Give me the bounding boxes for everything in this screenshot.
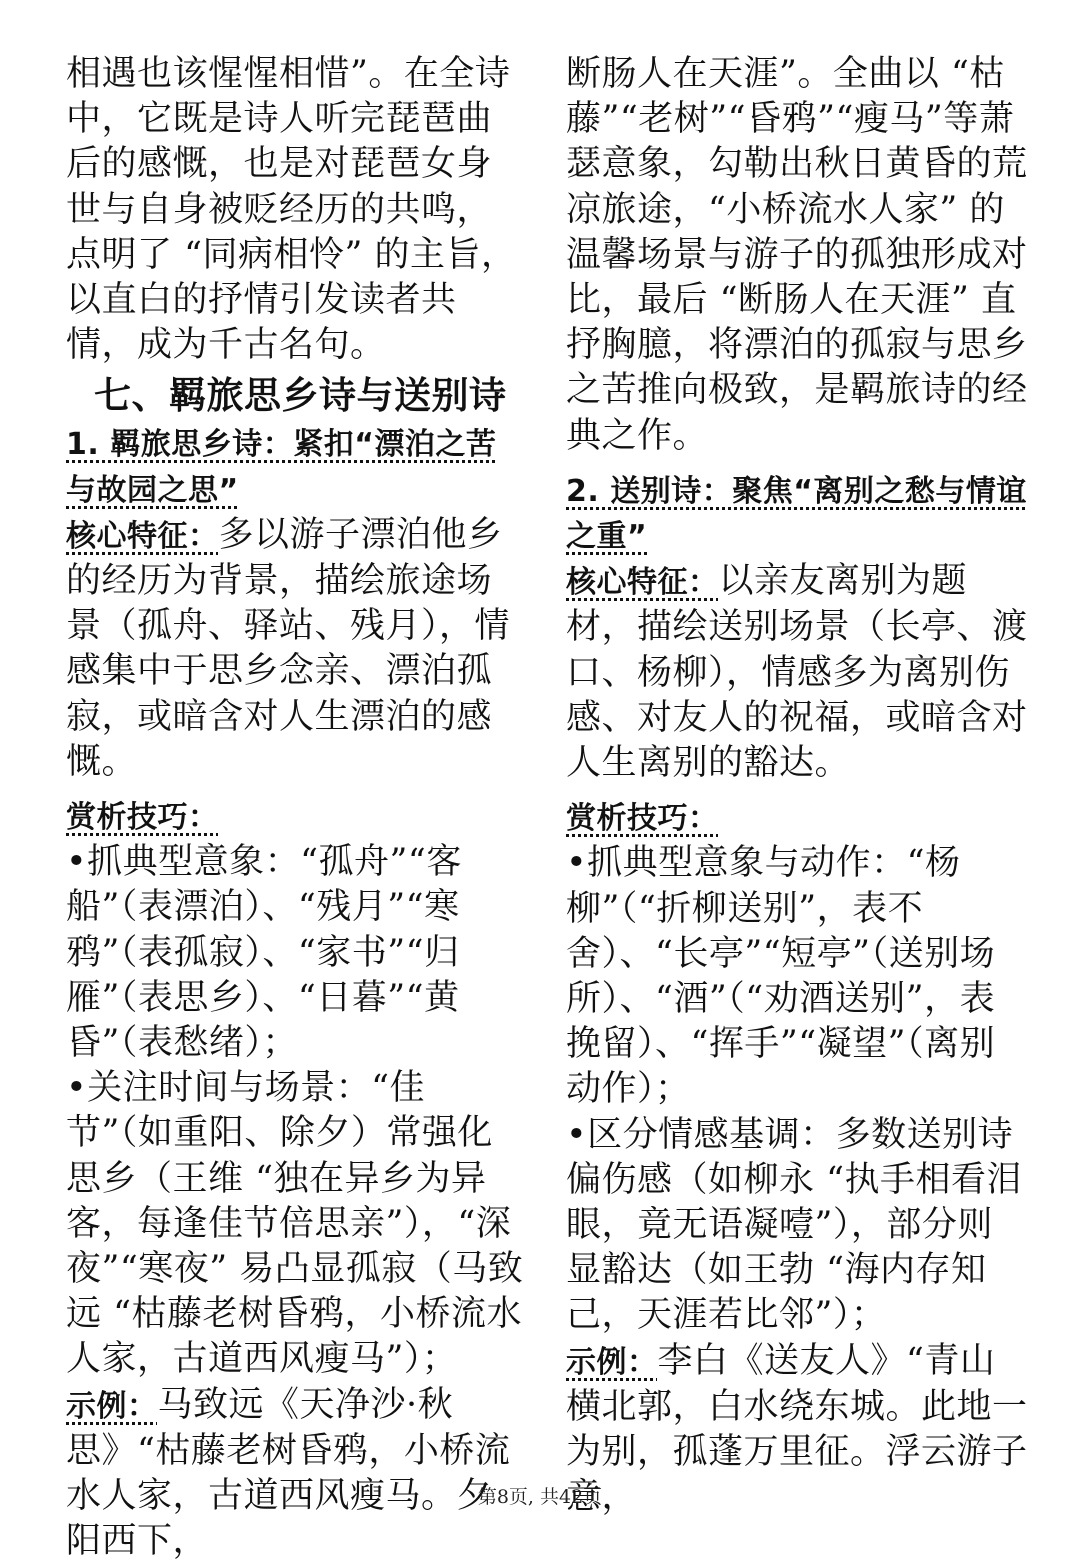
right-column (566, 52, 1028, 1521)
core-feature-label: 核心特征： (66, 518, 219, 554)
core-feature-label: 核心特征： (566, 565, 719, 601)
page-number: 第8页, 共42页 (477, 1486, 603, 1508)
tip-item: •抓典型意象：“孤舟”“客船”（表漂泊）、“残月”“寒鸦”（表孤寂）、“家书”“归雁”（表思乡）、“日暮”“黄昏”（表愁绪）； (66, 842, 462, 1064)
tip-item: •抓典型意象与动作：“杨柳”（“折柳送别”，表不舍）、“长亭”“短亭”（送别场所）、“酒”（“劝酒送别”，表挽留）、“挥手”“凝望”（离别动作）； (566, 843, 996, 1110)
core-feature-paragraph (66, 513, 526, 785)
core-feature-paragraph (566, 559, 1028, 786)
example-paragraph (66, 1383, 526, 1565)
example-label: 示例： (66, 1388, 158, 1424)
example-label: 示例： (566, 1344, 658, 1380)
section-title: 七、羁旅思乡诗与送别诗 (94, 374, 507, 418)
tip-item: •区分情感基调：多数送别诗偏伤感（如柳永 “执手相看泪眼，竟无语凝噎”），部分则显豁达（如王勃 “海内存知己，天涯若比邻”）； (566, 1114, 1023, 1336)
subsection-title-travel: 1. 羁旅思乡诗：紧扣“漂泊之苦与故园之思” (66, 427, 497, 508)
subsection-title-farewell: 2. 送别诗：聚焦“离别之愁与情谊之重” (566, 473, 1027, 555)
example-text: 马致远《天净沙·秋思》“枯藤老树昏鸦，小桥流水人家，古道西风瘦马。夕阳西下， (66, 1384, 511, 1562)
intro-paragraph: 相遇也该惺惺相惜”。在全诗中，它既是诗人听完琵琶曲后的感慨，也是对琵琶女身世与自身被贬经历的共鸣，点明了 “同病相怜” 的主旨，以直白的抒情引发读者共情，成为千古名句。 (66, 54, 517, 366)
core-feature-text: 以亲友离别为题材，描绘送别场景（长亭、渡口、杨柳），情感多为离别伤感、对友人的祝福，或暗含对人生离别的豁达。 (566, 561, 1028, 784)
continued-paragraph: 断肠人在天涯”。全曲以 “枯藤”“老树”“昏鸦”“瘦马”等萧瑟意象，勾勒出秋日黄昏的荒凉旅途，“小桥流水人家” 的温馨场景与游子的孤独形成对比，最后 “断肠人在天涯” 直抒胸臆，将漂泊的孤寂与思乡之苦推向极致，是羁旅诗的经典之作。 (566, 54, 1028, 456)
tip-item: •关注时间与场景：“佳节”（如重阳、除夕）常强化思乡（王维 “独在异乡为异客，每逢佳节倍思亲”），“深夜”“寒夜” 易凸显孤寂（马致远 “枯藤老树昏鸦，小桥流水人家，古道西风瘦马”）； (66, 1068, 524, 1380)
example-text: 李白《送友人》“青山横北郭，白水绕东城。此地一为别，孤蓬万里征。浮云游子意， (566, 1340, 1028, 1518)
core-feature-text: 多以游子漂泊他乡的经历为背景，描绘旅途场景（孤舟、驿站、残月），情感集中于思乡念亲、漂泊孤寂，或暗含对人生漂泊的感慨。 (66, 514, 511, 782)
left-column (66, 52, 526, 1565)
tips-label: 赏析技巧： (66, 800, 219, 836)
tips-label: 赏析技巧： (566, 801, 719, 837)
